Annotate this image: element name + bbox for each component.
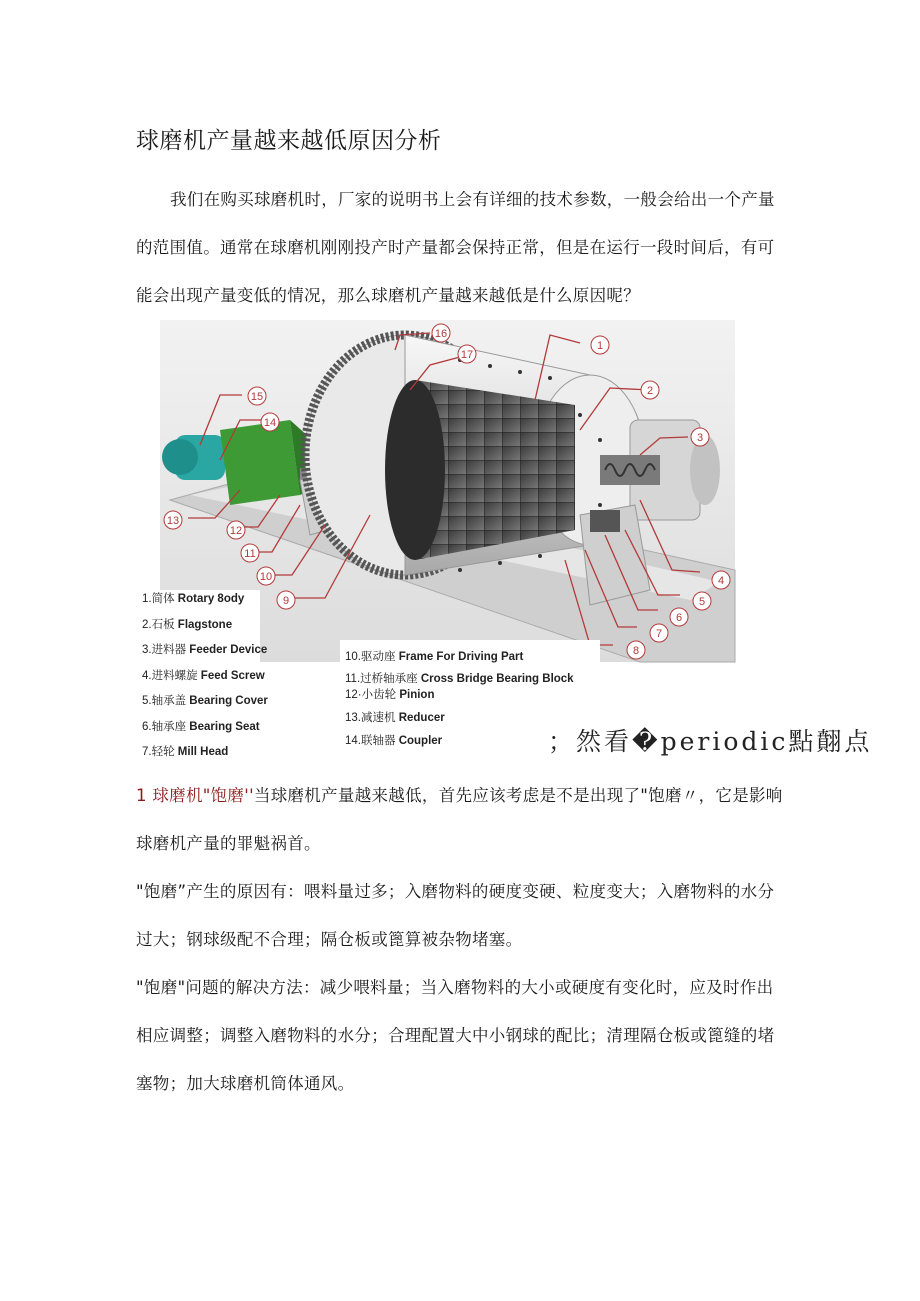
svg-text:17: 17 (460, 349, 474, 361)
callout-15 (248, 387, 266, 405)
callout-6 (670, 608, 688, 626)
feed-screw (600, 455, 660, 485)
cause-paragraph: "饱磨”产生的原因有：喂料量过多；入磨物料的硬度变硬、粒度变大；入磨物料的水分过大；钢球级配不合理；隔仓板或篦算被杂物堵塞。 (136, 882, 775, 949)
legend-item: 11.过桥轴承座 Cross Bridge Bearing Block (345, 673, 574, 685)
svg-text:15: 15 (250, 391, 264, 403)
callout-16 (432, 324, 450, 342)
svg-text:7: 7 (655, 628, 663, 640)
section1-heading: 1 球磨机"饱磨'' (136, 786, 254, 805)
callout-13 (164, 511, 182, 529)
svg-text:6: 6 (675, 612, 683, 624)
legend-item: 5.轴承盖 Bearing Cover (142, 695, 268, 707)
stamp-text: ；然看�periodic點翸点 (548, 727, 873, 756)
svg-text:10: 10 (259, 571, 273, 583)
svg-text:2: 2 (646, 385, 654, 397)
svg-text:8: 8 (632, 645, 640, 657)
intro-paragraph: 我们在购买球磨机时，厂家的说明书上会有详细的技术参数，一般会给出一个产量的范围值。通常在球磨机刚刚投产时产量都会保持正常，但是在运行一段时间后，有可能会出现产量变低的情况，那么球磨机产量越来越低是什么原因呢？ (136, 190, 775, 305)
callout-3 (691, 428, 709, 446)
legend-item: 3.进料器 Feeder Device (142, 644, 268, 656)
svg-text:3: 3 (696, 432, 704, 444)
legend-item: 6.轴承座 Bearing Seat (142, 720, 260, 733)
legend-item: 13.减速机 Reducer (345, 712, 445, 724)
legend-item: 7.轻轮 Mill Head (142, 746, 229, 758)
bearing-cover (590, 510, 620, 532)
svg-text:9: 9 (282, 595, 290, 607)
legend-item: 2.石板 Flagstone (142, 618, 233, 631)
callout-7 (650, 624, 668, 642)
legend-item: 10.驱动座 Frame For Driving Part (345, 651, 524, 663)
callout-5 (693, 592, 711, 610)
reducer (220, 420, 300, 505)
svg-text:1: 1 (596, 340, 604, 352)
svg-text:14: 14 (263, 417, 277, 429)
callout-4 (712, 571, 730, 589)
callout-1 (591, 336, 609, 354)
svg-text:13: 13 (166, 515, 180, 527)
section1-paragraph (136, 772, 784, 868)
solution-paragraph: "饱磨"问题的解决方法：减少喂料量；当入磨物料的大小或硬度有变化时，应及时作出相应调整；调整入磨物料的水分；合理配置大中小钢球的配比；清理隔仓板或篦缝的堵塞物；加大球磨机筒体通风。 (136, 978, 775, 1093)
legend-item: 4.进料螺旋 Feed Screw (142, 669, 265, 682)
section1-text: 当球磨机产量越来越低，首先应该考虑是不是出现了"饱磨〃，它是影响球磨机产量的罪魁祸首。 (136, 786, 783, 853)
svg-text:5: 5 (698, 596, 706, 608)
legend-left (142, 590, 268, 769)
page-title: 球磨机产量越来越低原因分析 (136, 128, 442, 154)
svg-text:16: 16 (434, 328, 448, 340)
callout-8 (627, 641, 645, 659)
svg-text:11: 11 (244, 548, 256, 560)
legend-item: 12·小齿轮 Pinion (345, 689, 435, 701)
callout-17 (458, 345, 476, 363)
callout-12 (227, 521, 245, 539)
svg-text:4: 4 (717, 575, 725, 587)
callout-2 (641, 381, 659, 399)
callout-11 (241, 544, 259, 562)
callout-10 (257, 567, 275, 585)
callout-9 (277, 591, 295, 609)
svg-text:12: 12 (229, 525, 243, 537)
legend-item: 14.联轴器 Coupler (345, 735, 443, 747)
legend-item: 1.简体 Rotary 8ody (142, 593, 245, 605)
callout-14 (261, 413, 279, 431)
